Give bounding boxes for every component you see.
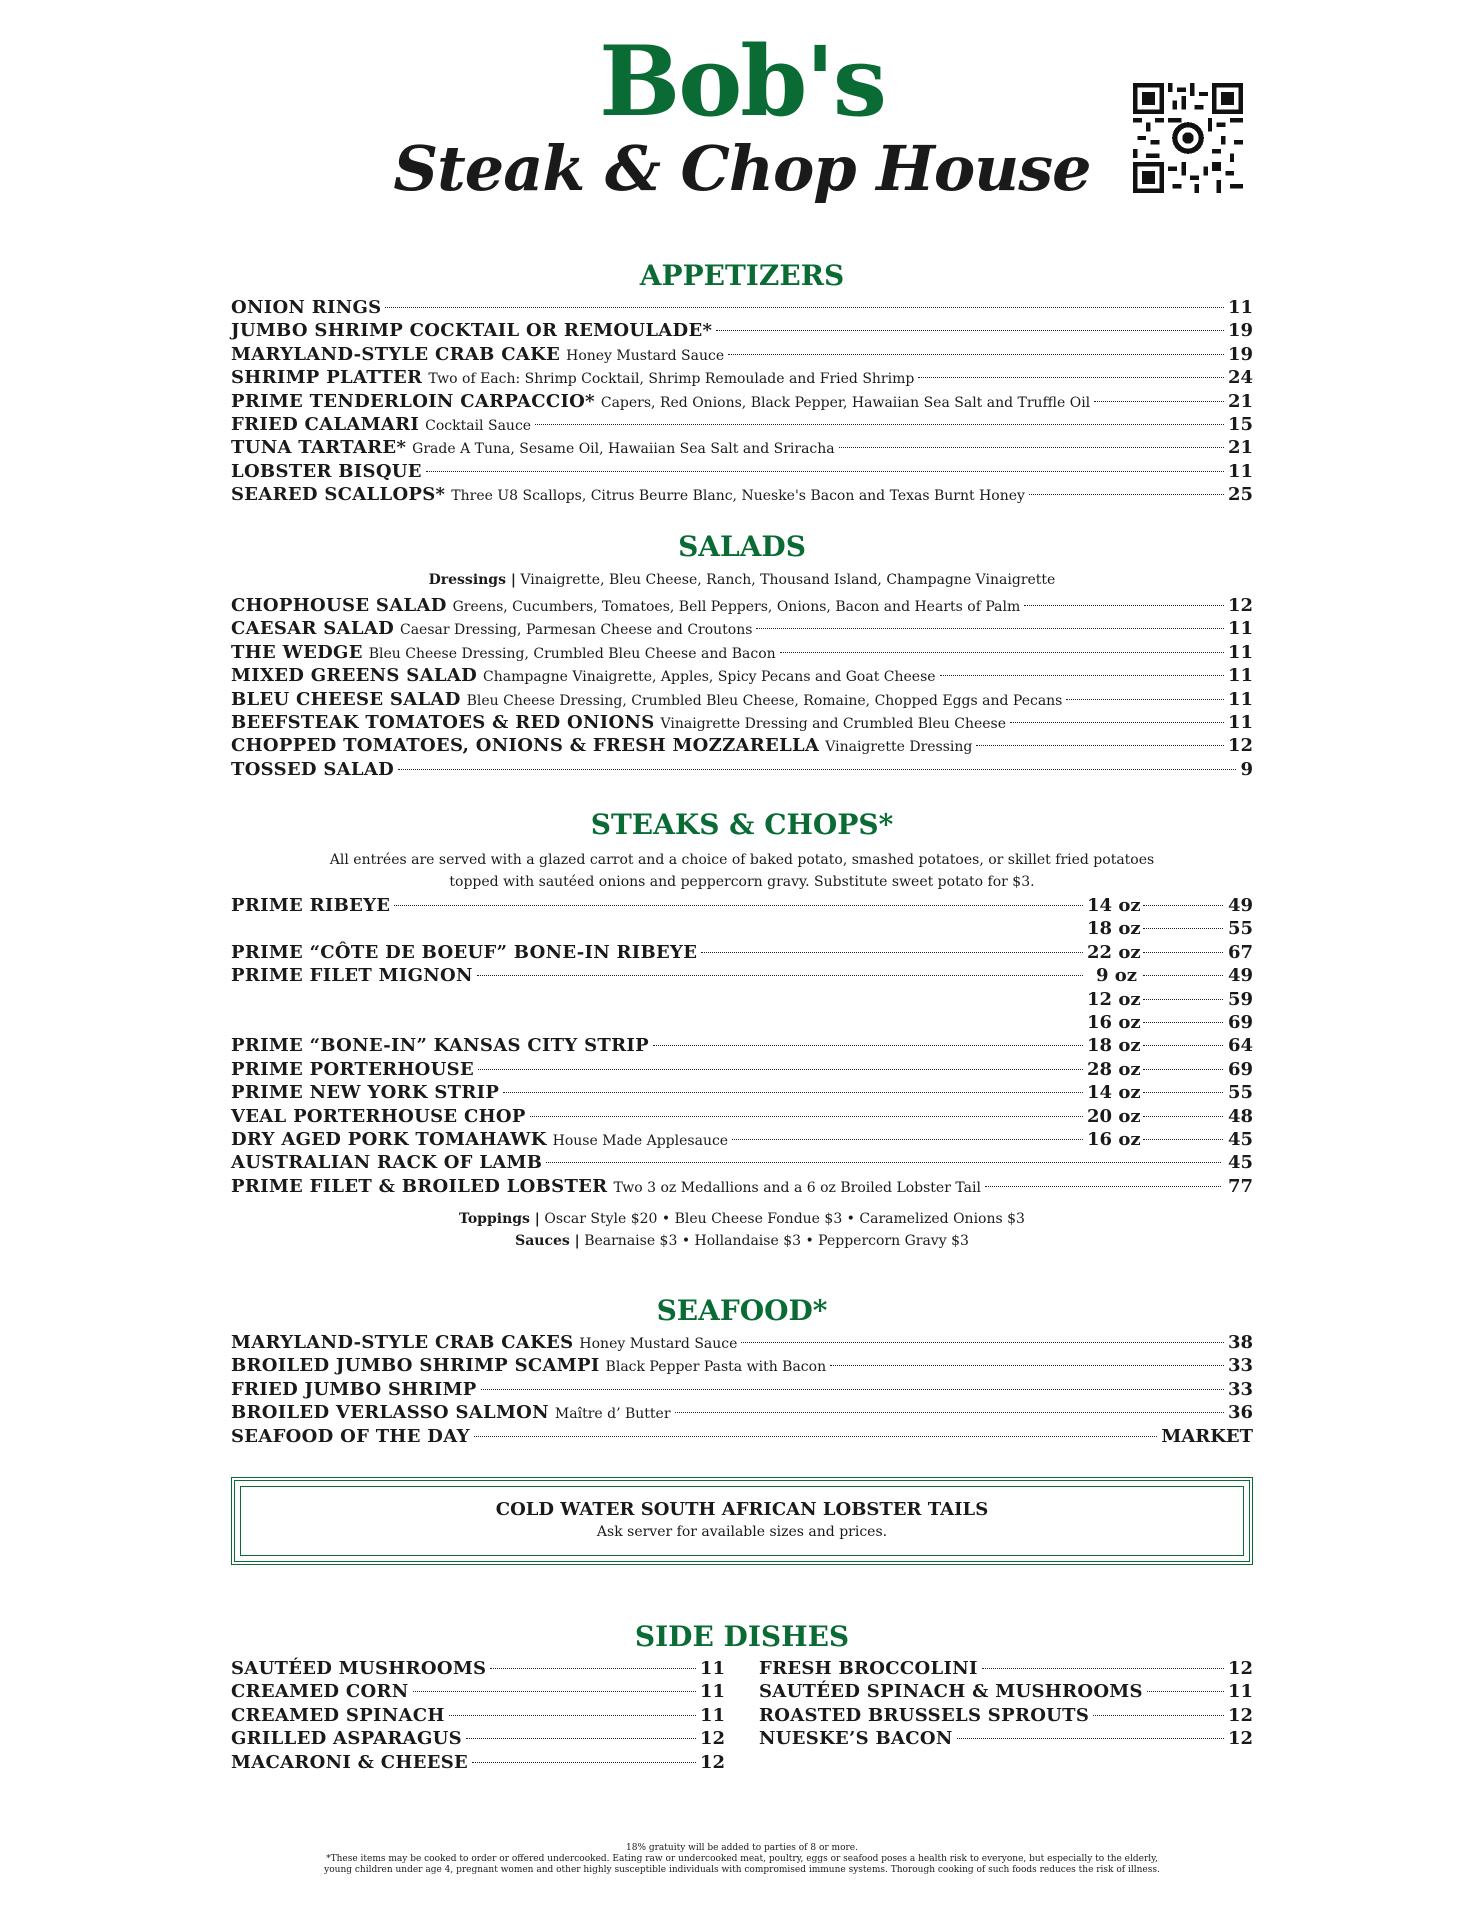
item-price: 12: [1227, 735, 1253, 757]
leader-dots: [1143, 905, 1223, 906]
health-warning-line-2: young children under age 4, pregnant women and other highly susceptible individuals with compromised immune systems. Thorough cooking of such foods reduces the risk of illness.: [324, 1865, 1160, 1875]
menu-item: [231, 436, 1253, 459]
item-price: 21: [1227, 437, 1253, 459]
leader-dots: [756, 628, 1224, 629]
menu-item: [231, 390, 1253, 413]
steaks-note-line-1: All entrées are served with a glazed carrot and a choice of baked potato, smashed potatoes, or skillet fried potatoes: [329, 852, 1155, 868]
item-size: 18 oz: [1087, 918, 1141, 940]
leader-dots: [1143, 1045, 1223, 1046]
item-size: 28 oz: [1087, 1058, 1141, 1080]
item-size: 16 oz: [1087, 1011, 1141, 1033]
item-description: Bleu Cheese Dressing, Crumbled Bleu Cheese, Romaine, Chopped Eggs and Pecans: [466, 692, 1063, 709]
item-price: 33: [1227, 1355, 1253, 1377]
leader-dots: [478, 1069, 1083, 1070]
item-price: 21: [1227, 390, 1253, 412]
steak-item: [231, 1034, 1253, 1057]
item-price: 11: [1227, 641, 1253, 663]
menu-item: [231, 460, 1253, 483]
toppings-list: Oscar Style $20 • Bleu Cheese Fondue $3 • Caramelized Onions $3: [544, 1211, 1025, 1228]
leader-dots: [385, 307, 1223, 308]
steak-item: [231, 1058, 1253, 1081]
appetizers-list: [231, 296, 1253, 507]
section-title-salads: SALADS: [678, 530, 806, 563]
leader-dots: [1010, 722, 1224, 723]
seafood-list: [231, 1331, 1253, 1448]
menu-item: [231, 1378, 1253, 1401]
item-description: Vinaigrette Dressing and Crumbled Bleu Cheese: [660, 715, 1007, 732]
item-name: PRIME FILET MIGNON: [231, 965, 473, 987]
menu-item: [231, 1425, 1253, 1448]
item-name: CREAMED SPINACH: [231, 1704, 445, 1726]
item-name: TUNA TARTARE*: [231, 437, 407, 459]
item-name: FRESH BROCCOLINI: [759, 1658, 978, 1679]
item-description: Champagne Vinaigrette, Apples, Spicy Pecans and Goat Cheese: [483, 669, 936, 686]
section-title-appetizers: APPETIZERS: [639, 259, 845, 292]
leader-dots: [985, 1186, 1221, 1187]
item-name: ONION RINGS: [231, 297, 382, 318]
leader-dots: [449, 1715, 696, 1716]
item-name: CHOPPED TOMATOES, ONIONS & FRESH MOZZARELLA: [231, 735, 820, 757]
steak-item: [231, 1011, 1253, 1034]
steak-item: [231, 941, 1253, 964]
item-price: 38: [1227, 1332, 1253, 1353]
item-name: BEEFSTEAK TOMATOES & RED ONIONS: [231, 711, 655, 733]
item-price: 9: [1240, 758, 1253, 780]
leader-dots: [1143, 999, 1223, 1000]
item-name: PRIME NEW YORK STRIP: [231, 1082, 500, 1104]
menu-item: [231, 1704, 725, 1727]
leader-dots: [957, 1738, 1224, 1739]
leader-dots: [490, 1668, 696, 1669]
leader-dots: [1143, 1069, 1223, 1070]
menu-item: [231, 711, 1253, 734]
item-name: BROILED VERLASSO SALMON: [231, 1402, 549, 1424]
leader-dots: [918, 377, 1224, 378]
item-price: 19: [1227, 320, 1253, 342]
menu-item: [231, 1657, 725, 1680]
menu-item: [231, 594, 1253, 617]
item-name: CHOPHOUSE SALAD: [231, 595, 447, 616]
toppings-label: Toppings |: [459, 1211, 540, 1228]
leader-dots: [1029, 494, 1224, 495]
item-price: 55: [1227, 1082, 1253, 1104]
steak-item: [231, 1151, 1253, 1174]
item-name: CREAMED CORN: [231, 1681, 409, 1703]
item-name: PRIME “CÔTE DE BOEUF” BONE-IN RIBEYE: [231, 941, 698, 963]
item-description: Honey Mustard Sauce: [579, 1336, 738, 1352]
item-name: SEAFOOD OF THE DAY: [231, 1425, 470, 1447]
leader-dots: [394, 905, 1083, 906]
menu-item: [231, 296, 1253, 319]
item-size: 12 oz: [1087, 988, 1141, 1010]
leader-dots: [716, 330, 1224, 331]
leader-dots: [474, 1436, 1158, 1437]
leader-dots: [1143, 1092, 1223, 1093]
leader-dots: [732, 1139, 1083, 1140]
item-name: MACARONI & CHEESE: [231, 1751, 469, 1773]
menu-item: [231, 1680, 725, 1703]
item-price: 69: [1227, 1011, 1253, 1033]
leader-dots: [1093, 1715, 1224, 1716]
item-price: 48: [1227, 1105, 1253, 1127]
steak-item: [231, 1105, 1253, 1128]
item-price: 12: [1227, 595, 1253, 616]
item-name: BLEU CHEESE SALAD: [231, 688, 461, 710]
section-title-seafood: SEAFOOD*: [656, 1294, 828, 1327]
leader-dots: [477, 975, 1083, 976]
menu-item: [231, 483, 1253, 506]
menu-item: [231, 641, 1253, 664]
item-name: NUESKE’S BACON: [759, 1728, 953, 1750]
item-name: MARYLAND-STYLE CRAB CAKES: [231, 1332, 574, 1353]
leader-dots: [1143, 975, 1223, 976]
item-price: 77: [1227, 1175, 1253, 1197]
lobster-box-title: COLD WATER SOUTH AFRICAN LOBSTER TAILS: [495, 1499, 989, 1520]
item-description: Maître d’ Butter: [554, 1406, 671, 1423]
restaurant-subtitle: Steak & Chop House: [393, 132, 1091, 205]
appetizers-section: [231, 256, 1253, 507]
leader-dots: [982, 1668, 1224, 1669]
item-name: SEARED SCALLOPS*: [231, 484, 446, 506]
item-price: 55: [1227, 918, 1253, 940]
menu-item: [231, 343, 1253, 366]
item-price: 11: [1227, 460, 1253, 482]
dressings-note: [231, 569, 1253, 591]
item-price: 36: [1227, 1402, 1253, 1424]
lobster-box-subtitle: Ask server for available sizes and prices.: [596, 1524, 888, 1540]
section-title-steaks: STEAKS & CHOPS*: [590, 808, 894, 841]
seafood-section: [231, 1291, 1253, 1448]
item-name: GRILLED ASPARAGUS: [231, 1728, 462, 1750]
item-description: Two 3 oz Medallions and a 6 oz Broiled Lobster Tail: [613, 1179, 981, 1196]
item-size: 16 oz: [1087, 1128, 1141, 1150]
item-price: 11: [699, 1704, 725, 1726]
sides-left-column: [231, 1657, 725, 1774]
menu-item: [231, 1354, 1253, 1377]
dressings-list: Vinaigrette, Bleu Cheese, Ranch, Thousand Island, Champagne Vinaigrette: [520, 572, 1056, 588]
leader-dots: [728, 354, 1224, 355]
steak-item: [231, 1128, 1253, 1151]
dressings-label: Dressings |: [428, 572, 516, 588]
item-name: FRIED JUMBO SHRIMP: [231, 1378, 477, 1400]
item-name: FRIED CALAMARI: [231, 413, 420, 435]
leader-dots: [503, 1092, 1083, 1093]
steak-item: [231, 917, 1253, 940]
leader-dots: [466, 1738, 696, 1739]
steak-item: [231, 894, 1253, 917]
steak-item: [231, 1175, 1253, 1198]
item-name: TOSSED SALAD: [231, 758, 395, 780]
leader-dots: [413, 1691, 696, 1692]
leader-dots: [1143, 1022, 1223, 1023]
item-description: Greens, Cucumbers, Tomatoes, Bell Peppers, Onions, Bacon and Hearts of Palm: [452, 599, 1021, 615]
steaks-section: [231, 805, 1253, 1252]
leader-dots: [1024, 605, 1224, 606]
item-price: 59: [1227, 988, 1253, 1010]
item-price: 11: [1227, 665, 1253, 687]
item-description: Three U8 Scallops, Citrus Beurre Blanc, Nueske's Bacon and Texas Burnt Honey: [451, 488, 1025, 505]
item-description: Grade A Tuna, Sesame Oil, Hawaiian Sea Salt and Sriracha: [412, 441, 835, 458]
item-size: 22 oz: [1087, 941, 1141, 963]
menu-item: [231, 1331, 1253, 1354]
item-price: 67: [1227, 941, 1253, 963]
leader-dots: [1143, 928, 1223, 929]
item-price: 11: [1227, 297, 1253, 318]
section-title-sides: SIDE DISHES: [634, 1620, 850, 1653]
leader-dots: [1094, 401, 1224, 402]
leader-dots: [426, 471, 1224, 472]
leader-dots: [1143, 952, 1223, 953]
menu-item: [759, 1704, 1253, 1727]
leader-dots: [1066, 699, 1224, 700]
menu-item: [231, 1751, 725, 1774]
lobster-tails-box: [231, 1477, 1253, 1565]
item-price: 11: [1227, 1681, 1253, 1703]
item-name: PRIME FILET & BROILED LOBSTER: [231, 1175, 608, 1197]
item-name: MARYLAND-STYLE CRAB CAKE: [231, 343, 561, 365]
item-size: 14 oz: [1087, 895, 1141, 916]
leader-dots: [675, 1412, 1224, 1413]
item-name: VEAL PORTERHOUSE CHOP: [231, 1105, 526, 1127]
menu-item: [231, 319, 1253, 342]
sauces-note: [231, 1230, 1253, 1252]
item-description: Vinaigrette Dressing: [825, 739, 973, 756]
steaks-note-line-2: topped with sautéed onions and peppercorn gravy. Substitute sweet potato for $3.: [449, 874, 1035, 890]
gratuity-note: 18% gratuity will be added to parties of 8 or more.: [626, 1843, 858, 1853]
item-description: House Made Applesauce: [552, 1132, 729, 1149]
steaks-list: [231, 894, 1253, 1198]
menu-item: [231, 758, 1253, 781]
item-description: Honey Mustard Sauce: [566, 347, 725, 364]
leader-dots: [940, 675, 1224, 676]
item-name: ROASTED BRUSSELS SPROUTS: [759, 1704, 1090, 1726]
menu-item: [759, 1680, 1253, 1703]
steak-item: [231, 1081, 1253, 1104]
item-price: 12: [699, 1751, 725, 1773]
leader-dots: [472, 1762, 696, 1763]
item-description: Cocktail Sauce: [425, 417, 532, 434]
salads-list: [231, 594, 1253, 781]
item-name: JUMBO SHRIMP COCKTAIL OR REMOULADE*: [231, 320, 713, 342]
sides-right-column: [759, 1657, 1253, 1774]
sauces-label: Sauces |: [515, 1233, 580, 1250]
item-name: PRIME PORTERHOUSE: [231, 1058, 474, 1080]
item-size: 14 oz: [1087, 1082, 1141, 1104]
item-description: Capers, Red Onions, Black Pepper, Hawaiian Sea Salt and Truffle Oil: [600, 394, 1091, 411]
steak-item: [231, 964, 1253, 987]
item-size: 18 oz: [1087, 1035, 1141, 1057]
leader-dots: [653, 1045, 1083, 1046]
item-price: 11: [1227, 618, 1253, 640]
item-name: MIXED GREENS SALAD: [231, 665, 477, 687]
item-name: SHRIMP PLATTER: [231, 367, 423, 389]
item-description: Black Pepper Pasta with Bacon: [605, 1359, 827, 1376]
sides-columns: [231, 1657, 1253, 1774]
sauces-list: Bearnaise $3 • Hollandaise $3 • Peppercorn Gravy $3: [584, 1233, 969, 1250]
menu-item: [231, 664, 1253, 687]
item-name: PRIME RIBEYE: [231, 895, 391, 916]
item-price: 12: [699, 1728, 725, 1750]
steak-item: [231, 988, 1253, 1011]
item-price: 45: [1227, 1152, 1253, 1174]
menu-item: [759, 1657, 1253, 1680]
item-name: BROILED JUMBO SHRIMP SCAMPI: [231, 1355, 600, 1377]
leader-dots: [830, 1365, 1224, 1366]
item-size: 20 oz: [1087, 1105, 1141, 1127]
qr-code-icon[interactable]: [1133, 83, 1243, 193]
leader-dots: [535, 424, 1224, 425]
item-price: MARKET: [1161, 1425, 1253, 1447]
leader-dots: [701, 952, 1083, 953]
item-price: 24: [1227, 367, 1253, 389]
item-price: 15: [1227, 413, 1253, 435]
leader-dots: [780, 652, 1224, 653]
health-warning-line-1: *These items may be cooked to order or offered undercooked. Eating raw or undercooked meat, poultry, eggs or seafood poses a health risk to everyone, but especially to the elderly,: [326, 1854, 1158, 1864]
item-description: Bleu Cheese Dressing, Crumbled Bleu Cheese and Bacon: [368, 645, 776, 662]
item-price: 12: [1227, 1704, 1253, 1726]
item-description: Two of Each: Shrimp Cocktail, Shrimp Remoulade and Fried Shrimp: [428, 371, 915, 388]
item-name: SAUTÉED SPINACH & MUSHROOMS: [759, 1681, 1143, 1703]
menu-item: [231, 617, 1253, 640]
item-price: 69: [1227, 1058, 1253, 1080]
item-price: 11: [699, 1658, 725, 1679]
item-price: 12: [1227, 1658, 1253, 1679]
item-name: DRY AGED PORK TOMAHAWK: [231, 1128, 547, 1150]
sides-section: [231, 1617, 1253, 1774]
item-price: 25: [1227, 484, 1253, 506]
item-price: 19: [1227, 343, 1253, 365]
item-price: 33: [1227, 1378, 1253, 1400]
leader-dots: [1143, 1139, 1223, 1140]
leader-dots: [839, 447, 1224, 448]
leader-dots: [546, 1162, 1221, 1163]
item-price: 11: [1227, 711, 1253, 733]
item-price: 64: [1227, 1035, 1253, 1057]
menu-item: [231, 1727, 725, 1750]
menu-item: [231, 1401, 1253, 1424]
menu-item: [231, 734, 1253, 757]
leader-dots: [481, 1389, 1224, 1390]
toppings-note: [231, 1208, 1253, 1230]
item-price: 11: [699, 1681, 725, 1703]
leader-dots: [1143, 1116, 1223, 1117]
menu-item: [231, 688, 1253, 711]
salads-section: [231, 527, 1253, 781]
item-name: SAUTÉED MUSHROOMS: [231, 1658, 487, 1679]
item-price: 12: [1227, 1728, 1253, 1750]
item-name: LOBSTER BISQUE: [231, 460, 422, 482]
menu-item: [231, 366, 1253, 389]
item-price: 49: [1227, 965, 1253, 987]
menu-item: [759, 1727, 1253, 1750]
item-description: Caesar Dressing, Parmesan Cheese and Croutons: [400, 622, 753, 639]
restaurant-name: Bob's: [599, 25, 885, 138]
item-price: 45: [1227, 1128, 1253, 1150]
leader-dots: [976, 745, 1224, 746]
footer: [0, 1843, 1484, 1876]
item-name: THE WEDGE: [231, 641, 363, 663]
item-price: 49: [1227, 895, 1253, 916]
leader-dots: [741, 1342, 1224, 1343]
item-price: 11: [1227, 688, 1253, 710]
leader-dots: [1147, 1691, 1224, 1692]
menu-item: [231, 413, 1253, 436]
item-name: PRIME TENDERLOIN CARPACCIO*: [231, 390, 595, 412]
item-name: AUSTRALIAN RACK OF LAMB: [231, 1152, 543, 1174]
item-size: 9 oz: [1095, 965, 1137, 987]
leader-dots: [530, 1116, 1083, 1117]
item-name: CAESAR SALAD: [231, 618, 394, 640]
leader-dots: [398, 769, 1236, 770]
item-name: PRIME “BONE-IN” KANSAS CITY STRIP: [231, 1035, 649, 1057]
